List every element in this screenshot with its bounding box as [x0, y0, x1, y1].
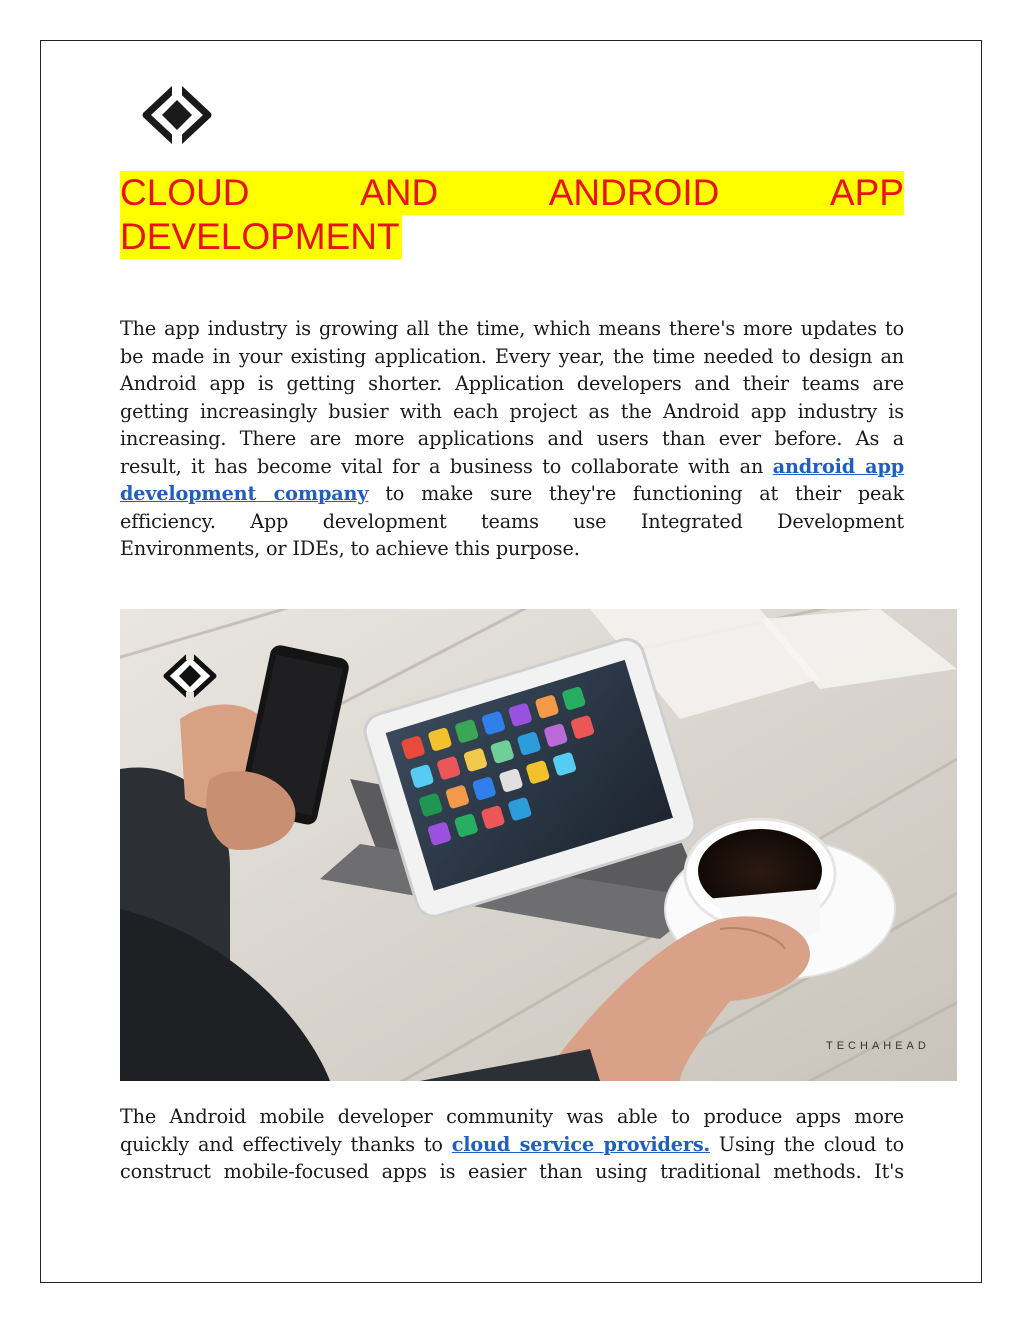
- cloud-service-providers-link[interactable]: cloud service providers.: [451, 1132, 710, 1156]
- cloud-paragraph: [120, 1103, 904, 1186]
- photo-illustration: [120, 609, 957, 1081]
- photo-logo-icon: [160, 650, 220, 702]
- document-title: [120, 171, 904, 259]
- paragraph-line: [120, 480, 904, 508]
- company-logo: [138, 82, 216, 148]
- paragraph-line: The app industry is growing all the time, which means there's more updates to: [120, 317, 904, 340]
- android-app-link-part1[interactable]: android app: [772, 454, 904, 478]
- paragraph-text: Using the cloud to: [710, 1132, 904, 1156]
- paragraph-text: quickly and effectively thanks to: [120, 1132, 452, 1156]
- title-word: ANDROID: [548, 172, 720, 213]
- article-photo: [120, 609, 957, 1081]
- paragraph-text: result, it has become vital for a business to collaborate with an: [120, 454, 773, 478]
- paragraph-line: Android app is getting shorter. Application developers and their teams are: [120, 372, 904, 395]
- title-line-1: [120, 171, 904, 215]
- title-word: CLOUD: [120, 172, 250, 213]
- paragraph-line: be made in your existing application. Every year, the time needed to design an: [120, 344, 904, 368]
- paragraph-line: Environments, or IDEs, to achieve this purpose.: [120, 537, 580, 560]
- paragraph-line: getting increasingly busier with each project as the Android app industry is: [120, 399, 904, 423]
- paragraph-line: [120, 1131, 904, 1159]
- photo-watermark: TECHAHEAD: [826, 1040, 930, 1052]
- title-line-2: DEVELOPMENT: [120, 216, 400, 257]
- title-word: APP: [829, 172, 904, 213]
- paragraph-line: efficiency. App development teams use Integrated Development: [120, 509, 904, 533]
- paragraph-line: increasing. There are more applications and users than ever before. As a: [120, 427, 904, 450]
- android-app-link-part2[interactable]: development company: [120, 482, 369, 505]
- paragraph-text: to make sure they're functioning at their peak: [368, 482, 904, 505]
- paragraph-line: construct mobile-focused apps is easier than using traditional methods. It's: [120, 1160, 904, 1183]
- title-word: AND: [360, 172, 439, 213]
- paragraph-line: The Android mobile developer community was able to produce apps more: [120, 1105, 904, 1128]
- paragraph-line: [120, 453, 904, 481]
- intro-paragraph: [120, 315, 904, 563]
